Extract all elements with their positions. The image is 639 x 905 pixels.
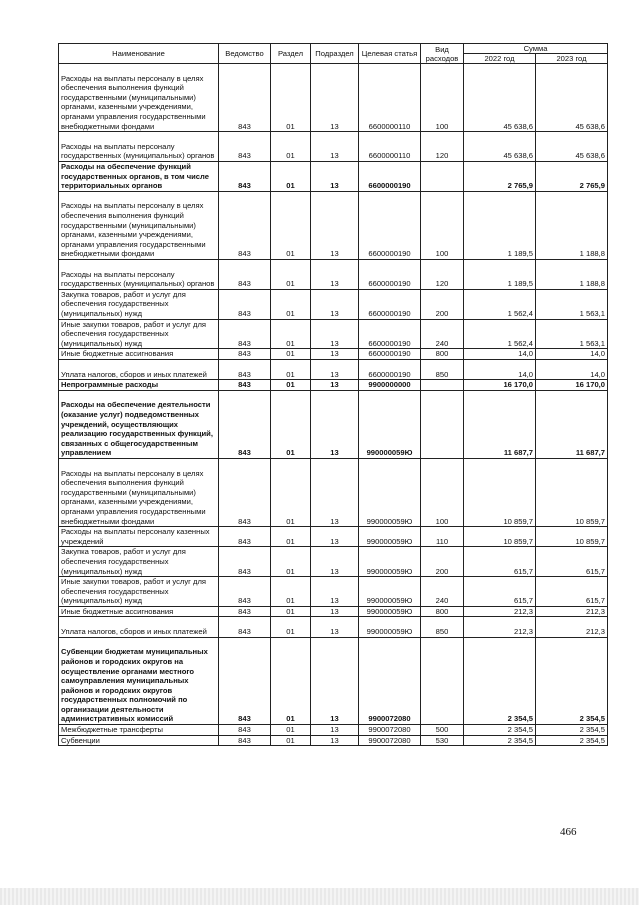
cell-2022: 14,0 bbox=[464, 349, 536, 360]
cell-name: Расходы на выплаты персоналу в целях обеспечения выполнения функций государственными (муниципальными) органами, казенными учреждениями, органами управления государственными внебюджетными фондами bbox=[59, 191, 219, 259]
cell-2022: 16 170,0 bbox=[464, 380, 536, 391]
cell-subsection: 13 bbox=[311, 380, 359, 391]
cell-dept: 843 bbox=[219, 606, 271, 617]
cell-target: 6600000110 bbox=[359, 64, 421, 132]
cell-target: 990000059Ю bbox=[359, 458, 421, 526]
cell-target: 9900000000 bbox=[359, 380, 421, 391]
budget-table-container bbox=[58, 43, 607, 746]
cell-2023: 10 859,7 bbox=[536, 527, 608, 547]
cell-name: Субвенции бюджетам муниципальных районов и городских округов на осуществление органами местного самоуправления муниципальных районов и городских округов государственных полномочий по организации деятельности административных комиссий bbox=[59, 637, 219, 724]
header-dept: Ведомство bbox=[219, 44, 271, 64]
cell-dept: 843 bbox=[219, 289, 271, 319]
cell-dept: 843 bbox=[219, 527, 271, 547]
cell-name: Расходы на обеспечение функций государственных органов, в том числе территориальных органов bbox=[59, 161, 219, 191]
page-number: 466 bbox=[560, 826, 577, 838]
cell-name: Закупка товаров, работ и услуг для обеспечения государственных (муниципальных) нужд bbox=[59, 289, 219, 319]
table-row bbox=[59, 191, 608, 259]
cell-section: 01 bbox=[271, 577, 311, 607]
cell-2023: 1 188,8 bbox=[536, 191, 608, 259]
cell-2023: 10 859,7 bbox=[536, 458, 608, 526]
cell-target: 6600000190 bbox=[359, 161, 421, 191]
cell-name: Расходы на выплаты персоналу государственных (муниципальных) органов bbox=[59, 259, 219, 289]
cell-name: Иные бюджетные ассигнования bbox=[59, 349, 219, 360]
cell-dept: 843 bbox=[219, 725, 271, 736]
cell-subsection: 13 bbox=[311, 735, 359, 746]
cell-2022: 45 638,6 bbox=[464, 132, 536, 162]
cell-subsection: 13 bbox=[311, 259, 359, 289]
cell-name: Расходы на выплаты персоналу в целях обеспечения выполнения функций государственными (муниципальными) органами, казенными учреждениями, органами управления государственными внебюджетными фондами bbox=[59, 64, 219, 132]
cell-name: Иные закупки товаров, работ и услуг для обеспечения государственных (муниципальных) нужд bbox=[59, 577, 219, 607]
cell-2022: 615,7 bbox=[464, 577, 536, 607]
cell-2022: 1 189,5 bbox=[464, 191, 536, 259]
cell-dept: 843 bbox=[219, 132, 271, 162]
cell-dept: 843 bbox=[219, 191, 271, 259]
cell-subsection: 13 bbox=[311, 390, 359, 458]
cell-2022: 2 354,5 bbox=[464, 637, 536, 724]
cell-type: 530 bbox=[421, 735, 464, 746]
cell-section: 01 bbox=[271, 359, 311, 379]
cell-2023: 615,7 bbox=[536, 547, 608, 577]
cell-type: 240 bbox=[421, 319, 464, 349]
cell-subsection: 13 bbox=[311, 161, 359, 191]
table-row bbox=[59, 161, 608, 191]
cell-subsection: 13 bbox=[311, 577, 359, 607]
cell-2023: 1 188,8 bbox=[536, 259, 608, 289]
cell-section: 01 bbox=[271, 547, 311, 577]
cell-type: 500 bbox=[421, 725, 464, 736]
cell-type: 800 bbox=[421, 606, 464, 617]
cell-dept: 843 bbox=[219, 458, 271, 526]
cell-target: 6600000190 bbox=[359, 359, 421, 379]
cell-2022: 11 687,7 bbox=[464, 390, 536, 458]
budget-table bbox=[58, 43, 608, 746]
cell-2022: 2 765,9 bbox=[464, 161, 536, 191]
cell-target: 990000059Ю bbox=[359, 606, 421, 617]
cell-dept: 843 bbox=[219, 64, 271, 132]
cell-2023: 45 638,6 bbox=[536, 64, 608, 132]
cell-target: 990000059Ю bbox=[359, 617, 421, 637]
cell-dept: 843 bbox=[219, 359, 271, 379]
header-type: Вид расходов bbox=[421, 44, 464, 64]
cell-2022: 212,3 bbox=[464, 617, 536, 637]
cell-dept: 843 bbox=[219, 390, 271, 458]
table-row bbox=[59, 289, 608, 319]
cell-2023: 14,0 bbox=[536, 349, 608, 360]
cell-subsection: 13 bbox=[311, 606, 359, 617]
cell-name: Уплата налогов, сборов и иных платежей bbox=[59, 359, 219, 379]
cell-2022: 1 189,5 bbox=[464, 259, 536, 289]
cell-section: 01 bbox=[271, 64, 311, 132]
cell-type bbox=[421, 637, 464, 724]
cell-section: 01 bbox=[271, 617, 311, 637]
cell-subsection: 13 bbox=[311, 527, 359, 547]
cell-dept: 843 bbox=[219, 349, 271, 360]
cell-type: 120 bbox=[421, 259, 464, 289]
cell-2023: 212,3 bbox=[536, 617, 608, 637]
header-subsection: Подраздел bbox=[311, 44, 359, 64]
cell-type: 110 bbox=[421, 527, 464, 547]
cell-type: 100 bbox=[421, 191, 464, 259]
cell-name: Межбюджетные трансферты bbox=[59, 725, 219, 736]
cell-2023: 2 765,9 bbox=[536, 161, 608, 191]
cell-type: 100 bbox=[421, 64, 464, 132]
cell-subsection: 13 bbox=[311, 289, 359, 319]
cell-type: 850 bbox=[421, 617, 464, 637]
cell-subsection: 13 bbox=[311, 617, 359, 637]
cell-section: 01 bbox=[271, 380, 311, 391]
cell-subsection: 13 bbox=[311, 359, 359, 379]
cell-type: 100 bbox=[421, 458, 464, 526]
cell-dept: 843 bbox=[219, 617, 271, 637]
cell-target: 6600000190 bbox=[359, 259, 421, 289]
cell-section: 01 bbox=[271, 637, 311, 724]
header-section: Раздел bbox=[271, 44, 311, 64]
table-row bbox=[59, 606, 608, 617]
table-row bbox=[59, 132, 608, 162]
table-body bbox=[59, 64, 608, 746]
cell-2023: 11 687,7 bbox=[536, 390, 608, 458]
table-row bbox=[59, 725, 608, 736]
cell-section: 01 bbox=[271, 191, 311, 259]
cell-target: 990000059Ю bbox=[359, 390, 421, 458]
cell-subsection: 13 bbox=[311, 64, 359, 132]
cell-subsection: 13 bbox=[311, 349, 359, 360]
cell-section: 01 bbox=[271, 259, 311, 289]
cell-section: 01 bbox=[271, 289, 311, 319]
table-row bbox=[59, 319, 608, 349]
cell-section: 01 bbox=[271, 349, 311, 360]
cell-2023: 212,3 bbox=[536, 606, 608, 617]
cell-target: 9900072080 bbox=[359, 637, 421, 724]
header-2023: 2023 год bbox=[536, 54, 608, 64]
cell-subsection: 13 bbox=[311, 725, 359, 736]
table-row bbox=[59, 735, 608, 746]
cell-dept: 843 bbox=[219, 319, 271, 349]
header-2022: 2022 год bbox=[464, 54, 536, 64]
cell-name: Расходы на выплаты персоналу в целях обеспечения выполнения функций государственными (муниципальными) органами, казенными учреждениями, органами управления государственными внебюджетными фондами bbox=[59, 458, 219, 526]
cell-name: Расходы на обеспечение деятельности (оказание услуг) подведомственных учреждений, осуществляющих реализацию государственных функций, связанных с общегосударственным управлением bbox=[59, 390, 219, 458]
cell-name: Непрограммные расходы bbox=[59, 380, 219, 391]
table-row bbox=[59, 577, 608, 607]
cell-2022: 10 859,7 bbox=[464, 527, 536, 547]
cell-type: 850 bbox=[421, 359, 464, 379]
cell-type: 240 bbox=[421, 577, 464, 607]
cell-dept: 843 bbox=[219, 577, 271, 607]
cell-section: 01 bbox=[271, 132, 311, 162]
cell-2022: 212,3 bbox=[464, 606, 536, 617]
header-name: Наименование bbox=[59, 44, 219, 64]
cell-2023: 45 638,6 bbox=[536, 132, 608, 162]
cell-type: 800 bbox=[421, 349, 464, 360]
header-sum: Сумма bbox=[464, 44, 608, 54]
table-row bbox=[59, 64, 608, 132]
cell-subsection: 13 bbox=[311, 191, 359, 259]
cell-name: Расходы на выплаты персоналу казенных учреждений bbox=[59, 527, 219, 547]
table-row bbox=[59, 617, 608, 637]
cell-2022: 1 562,4 bbox=[464, 289, 536, 319]
header-target: Целевая статья bbox=[359, 44, 421, 64]
cell-name: Иные бюджетные ассигнования bbox=[59, 606, 219, 617]
cell-section: 01 bbox=[271, 390, 311, 458]
cell-section: 01 bbox=[271, 606, 311, 617]
cell-subsection: 13 bbox=[311, 458, 359, 526]
cell-target: 6600000190 bbox=[359, 191, 421, 259]
cell-target: 6600000110 bbox=[359, 132, 421, 162]
table-row bbox=[59, 390, 608, 458]
table-header bbox=[59, 44, 608, 64]
cell-dept: 843 bbox=[219, 259, 271, 289]
cell-target: 990000059Ю bbox=[359, 527, 421, 547]
cell-2022: 2 354,5 bbox=[464, 725, 536, 736]
cell-type bbox=[421, 161, 464, 191]
cell-type bbox=[421, 380, 464, 391]
cell-2023: 16 170,0 bbox=[536, 380, 608, 391]
cell-target: 6600000190 bbox=[359, 349, 421, 360]
table-row bbox=[59, 349, 608, 360]
cell-2022: 615,7 bbox=[464, 547, 536, 577]
cell-type: 200 bbox=[421, 289, 464, 319]
cell-type: 120 bbox=[421, 132, 464, 162]
cell-2022: 1 562,4 bbox=[464, 319, 536, 349]
table-row bbox=[59, 259, 608, 289]
scan-footer-strip bbox=[0, 888, 639, 905]
cell-2023: 1 563,1 bbox=[536, 289, 608, 319]
cell-2023: 1 563,1 bbox=[536, 319, 608, 349]
cell-2023: 2 354,5 bbox=[536, 725, 608, 736]
table-row bbox=[59, 637, 608, 724]
cell-2022: 2 354,5 bbox=[464, 735, 536, 746]
cell-name: Субвенции bbox=[59, 735, 219, 746]
cell-section: 01 bbox=[271, 725, 311, 736]
cell-dept: 843 bbox=[219, 380, 271, 391]
cell-target: 990000059Ю bbox=[359, 547, 421, 577]
cell-subsection: 13 bbox=[311, 132, 359, 162]
table-row bbox=[59, 380, 608, 391]
cell-name: Расходы на выплаты персоналу государственных (муниципальных) органов bbox=[59, 132, 219, 162]
cell-dept: 843 bbox=[219, 637, 271, 724]
cell-target: 990000059Ю bbox=[359, 577, 421, 607]
cell-type bbox=[421, 390, 464, 458]
cell-2022: 45 638,6 bbox=[464, 64, 536, 132]
cell-name: Уплата налогов, сборов и иных платежей bbox=[59, 617, 219, 637]
cell-2023: 14,0 bbox=[536, 359, 608, 379]
table-row bbox=[59, 547, 608, 577]
cell-subsection: 13 bbox=[311, 547, 359, 577]
cell-name: Иные закупки товаров, работ и услуг для обеспечения государственных (муниципальных) нужд bbox=[59, 319, 219, 349]
cell-target: 6600000190 bbox=[359, 319, 421, 349]
cell-subsection: 13 bbox=[311, 637, 359, 724]
cell-section: 01 bbox=[271, 527, 311, 547]
cell-subsection: 13 bbox=[311, 319, 359, 349]
cell-name: Закупка товаров, работ и услуг для обеспечения государственных (муниципальных) нужд bbox=[59, 547, 219, 577]
cell-section: 01 bbox=[271, 161, 311, 191]
cell-target: 9900072080 bbox=[359, 735, 421, 746]
cell-dept: 843 bbox=[219, 547, 271, 577]
cell-section: 01 bbox=[271, 735, 311, 746]
table-row bbox=[59, 359, 608, 379]
cell-2023: 2 354,5 bbox=[536, 637, 608, 724]
cell-target: 6600000190 bbox=[359, 289, 421, 319]
cell-2023: 615,7 bbox=[536, 577, 608, 607]
cell-type: 200 bbox=[421, 547, 464, 577]
table-row bbox=[59, 527, 608, 547]
cell-dept: 843 bbox=[219, 735, 271, 746]
cell-section: 01 bbox=[271, 319, 311, 349]
cell-2022: 14,0 bbox=[464, 359, 536, 379]
cell-section: 01 bbox=[271, 458, 311, 526]
table-row bbox=[59, 458, 608, 526]
cell-target: 9900072080 bbox=[359, 725, 421, 736]
cell-2022: 10 859,7 bbox=[464, 458, 536, 526]
cell-2023: 2 354,5 bbox=[536, 735, 608, 746]
cell-dept: 843 bbox=[219, 161, 271, 191]
